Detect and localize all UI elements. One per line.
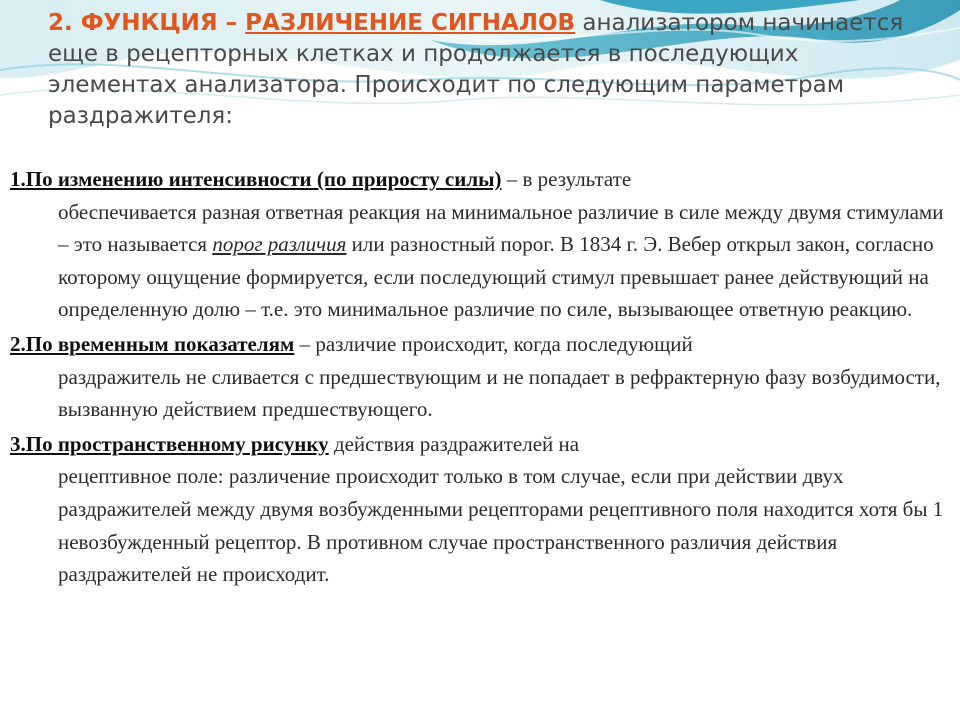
item-first-line: – в результате (501, 167, 632, 191)
slide-title (48, 8, 928, 132)
item-first-line: действия раздражителей на (328, 431, 580, 456)
list-item (10, 163, 955, 326)
item-first-line: – различие происходит, когда последующий (294, 331, 693, 356)
item-text: раздражитель не сливается с предшествующим и не попадает в рефрактерную фазу возбудимости, вызванную действием предшествующего. (58, 364, 941, 422)
item-heading: 2.По временным показателям (10, 331, 295, 356)
list-item (10, 428, 955, 591)
item-heading: 3.По пространственному рисунку (10, 431, 329, 456)
item-text: рецептивное поле: различение происходит только в том случае, если при действии двух раздражителей между двумя возбужденными рецепторами рецептивного поля находится хотя бы 1 невозбужденный рецептор. В противном случае пространственного различия действия раздражителей не происходит. (58, 464, 944, 587)
item-heading: 1.По изменению интенсивности (по приросту силы) (10, 167, 502, 191)
term-threshold: порог различия (212, 232, 347, 257)
list-item (10, 328, 955, 426)
item-text-after: или разностный порог. В 1834 г. Э. Вебер открыл закон, согласно которому ощущение формируется, если последующий стимул превышает ранее действующий на определенную долю – т.е. это минимальное различие по силе, вызывающее ответную реакцию. (58, 232, 934, 322)
title-number: 2. ФУНКЦИЯ – (48, 10, 246, 36)
slide-body (10, 163, 955, 593)
title-highlight: РАЗЛИЧЕНИЕ СИГНАЛОВ (245, 10, 576, 36)
title-rest: анализатором начинается еще в рецепторных клетках и продолжается в последующих элементах анализатора. Происходит по следующим параметрам раздражителя: (48, 10, 904, 129)
item-text: обеспечивается разная ответная реакция на минимальное различие в силе между двумя стимулами – это называется (58, 199, 944, 257)
